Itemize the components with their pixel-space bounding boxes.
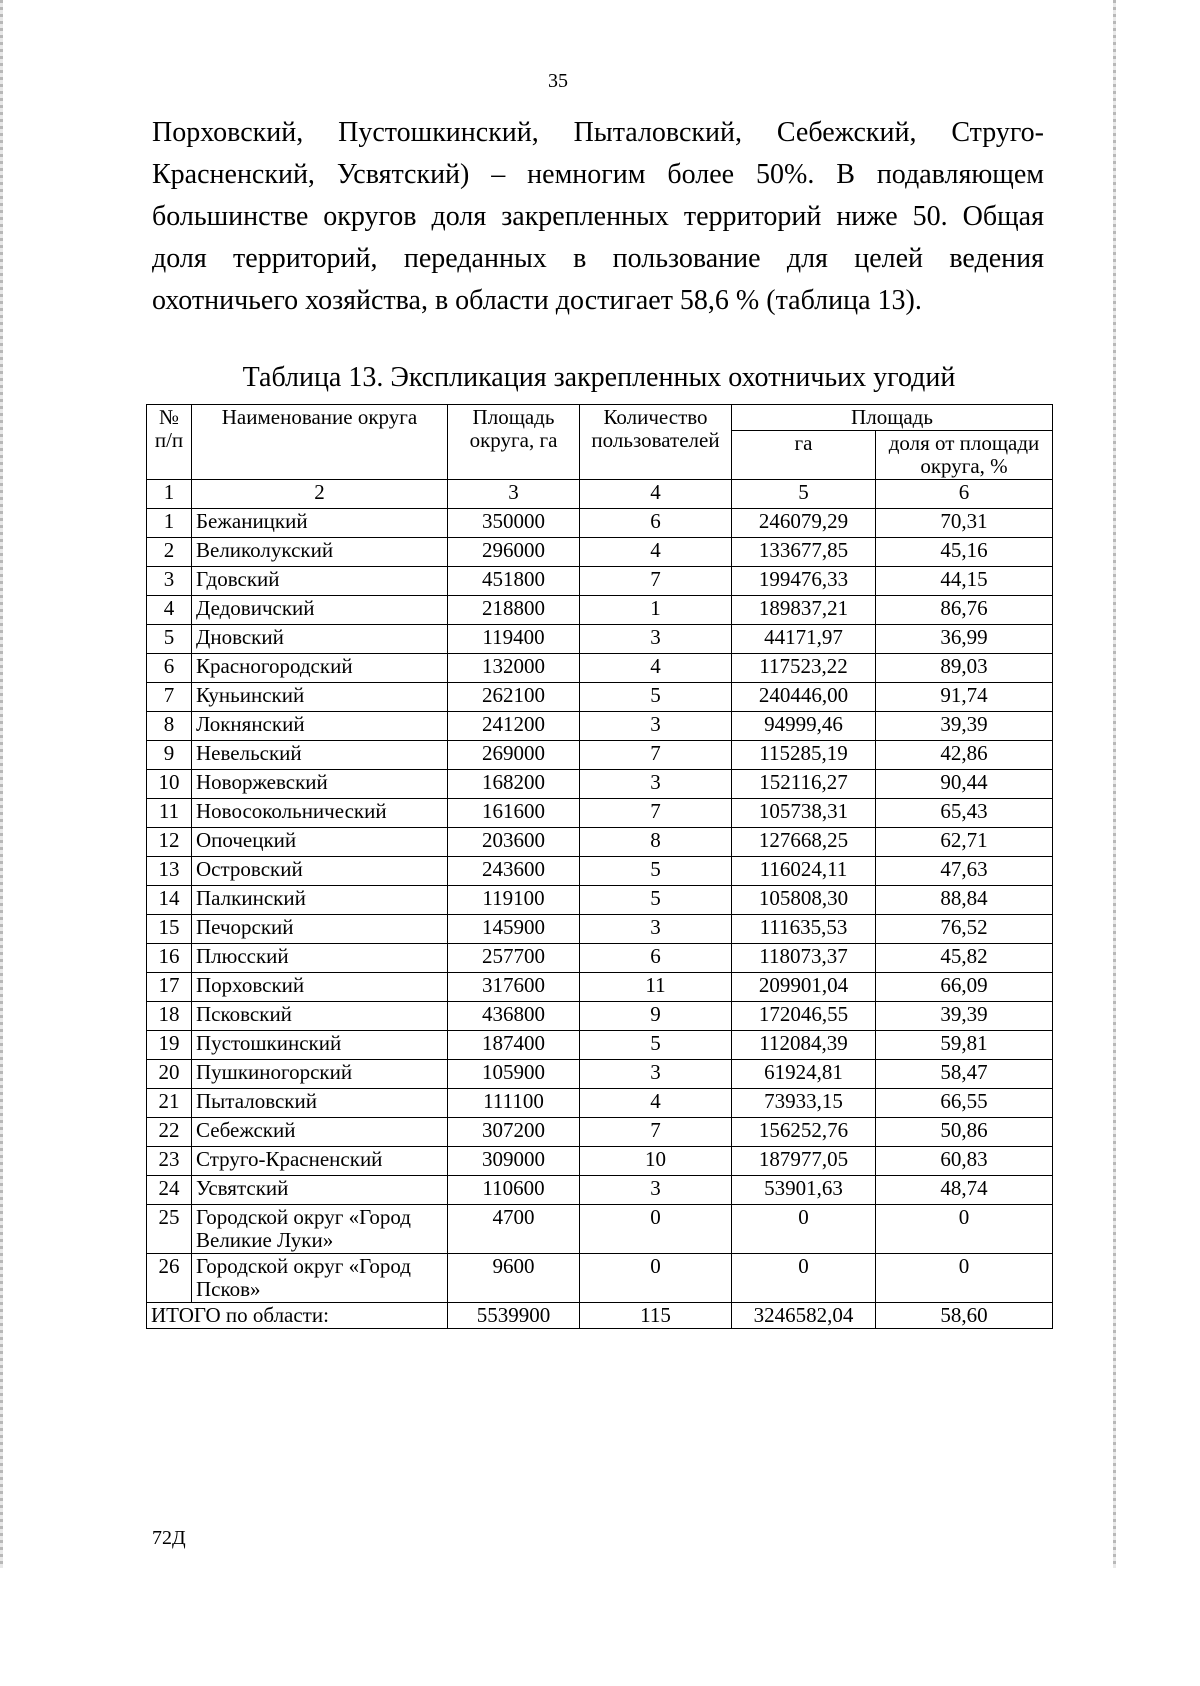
total-share: 58,60 [876, 1303, 1053, 1329]
assigned-hectares: 94999,46 [732, 712, 876, 741]
users-count: 1 [580, 596, 732, 625]
total-row [147, 1303, 1053, 1329]
assigned-hectares: 152116,27 [732, 770, 876, 799]
users-count: 8 [580, 828, 732, 857]
users-count: 11 [580, 973, 732, 1002]
assigned-hectares: 105738,31 [732, 799, 876, 828]
assigned-hectares: 53901,63 [732, 1176, 876, 1205]
district-area: 187400 [448, 1031, 580, 1060]
row-number: 19 [147, 1031, 192, 1060]
district-area: 243600 [448, 857, 580, 886]
row-number: 11 [147, 799, 192, 828]
paragraph-line: доля территорий, переданных в пользование для целей ведения [152, 243, 1044, 274]
share-percent: 0 [876, 1205, 1053, 1254]
district-area: 257700 [448, 944, 580, 973]
table-body [147, 509, 1053, 1303]
table-row [147, 1176, 1053, 1205]
district-name: Пустошкинский [192, 1031, 448, 1060]
header-number: № п/п [147, 405, 192, 480]
assigned-hectares: 0 [732, 1205, 876, 1254]
assigned-hectares: 111635,53 [732, 915, 876, 944]
table-row [147, 944, 1053, 973]
row-number: 18 [147, 1002, 192, 1031]
users-count: 3 [580, 770, 732, 799]
total-area: 5539900 [448, 1303, 580, 1329]
row-number: 8 [147, 712, 192, 741]
users-count: 5 [580, 886, 732, 915]
share-percent: 91,74 [876, 683, 1053, 712]
users-count: 3 [580, 712, 732, 741]
assigned-hectares: 73933,15 [732, 1089, 876, 1118]
row-number: 6 [147, 654, 192, 683]
share-percent: 66,09 [876, 973, 1053, 1002]
assigned-hectares: 115285,19 [732, 741, 876, 770]
row-number: 7 [147, 683, 192, 712]
body-paragraph [152, 112, 1044, 322]
district-name: Куньинский [192, 683, 448, 712]
users-count: 5 [580, 1031, 732, 1060]
assigned-hectares: 61924,81 [732, 1060, 876, 1089]
district-name: Псковский [192, 1002, 448, 1031]
district-name: Новосокольнический [192, 799, 448, 828]
users-count: 5 [580, 683, 732, 712]
column-number: 1 [147, 480, 192, 509]
share-percent: 76,52 [876, 915, 1053, 944]
district-name: Городской округ «Город Псков» [192, 1254, 448, 1303]
assigned-hectares: 44171,97 [732, 625, 876, 654]
assigned-hectares: 189837,21 [732, 596, 876, 625]
users-count: 3 [580, 1176, 732, 1205]
paragraph-line: охотничьего хозяйства, в области достигает 58,6 % (таблица 13). [152, 285, 922, 316]
district-name: Великолукский [192, 538, 448, 567]
users-count: 0 [580, 1254, 732, 1303]
row-number: 15 [147, 915, 192, 944]
share-percent: 45,82 [876, 944, 1053, 973]
assigned-hectares: 127668,25 [732, 828, 876, 857]
district-name: Усвятский [192, 1176, 448, 1205]
column-number: 4 [580, 480, 732, 509]
assigned-hectares: 187977,05 [732, 1147, 876, 1176]
district-area: 203600 [448, 828, 580, 857]
share-percent: 0 [876, 1254, 1053, 1303]
table-row [147, 857, 1053, 886]
share-percent: 58,47 [876, 1060, 1053, 1089]
row-number: 4 [147, 596, 192, 625]
users-count: 4 [580, 654, 732, 683]
page-number: 35 [548, 70, 568, 92]
district-area: 9600 [448, 1254, 580, 1303]
table-row [147, 1089, 1053, 1118]
row-number: 9 [147, 741, 192, 770]
users-count: 6 [580, 944, 732, 973]
district-area: 4700 [448, 1205, 580, 1254]
table-row [147, 683, 1053, 712]
district-name: Дновский [192, 625, 448, 654]
assigned-hectares: 156252,76 [732, 1118, 876, 1147]
district-area: 132000 [448, 654, 580, 683]
district-name: Красногородский [192, 654, 448, 683]
row-number: 10 [147, 770, 192, 799]
header-area-group: Площадь [732, 405, 1053, 431]
row-number: 22 [147, 1118, 192, 1147]
district-area: 436800 [448, 1002, 580, 1031]
users-count: 5 [580, 857, 732, 886]
paragraph-line: большинстве округов доля закрепленных территорий ниже 50. Общая [152, 201, 1044, 232]
column-number: 5 [732, 480, 876, 509]
assigned-hectares: 105808,30 [732, 886, 876, 915]
row-number: 2 [147, 538, 192, 567]
paragraph-line: Красненский, Усвятский) – немногим более 50%. В подавляющем [152, 159, 1044, 190]
scan-edge-left [0, 0, 3, 1568]
district-area: 119400 [448, 625, 580, 654]
header-users-count: Количество пользователей [580, 405, 732, 480]
share-percent: 62,71 [876, 828, 1053, 857]
table-row [147, 538, 1053, 567]
district-area: 119100 [448, 886, 580, 915]
table-row [147, 828, 1053, 857]
scan-edge-right [1113, 0, 1116, 1568]
district-name: Городской округ «Город Великие Луки» [192, 1205, 448, 1254]
district-name: Пыталовский [192, 1089, 448, 1118]
explication-table [146, 404, 1053, 1329]
district-name: Островский [192, 857, 448, 886]
district-name: Невельский [192, 741, 448, 770]
table-row [147, 712, 1053, 741]
district-area: 451800 [448, 567, 580, 596]
district-area: 161600 [448, 799, 580, 828]
district-area: 317600 [448, 973, 580, 1002]
table-row [147, 567, 1053, 596]
assigned-hectares: 116024,11 [732, 857, 876, 886]
users-count: 7 [580, 799, 732, 828]
table-row [147, 1205, 1053, 1254]
assigned-hectares: 246079,29 [732, 509, 876, 538]
district-name: Пушкиногорский [192, 1060, 448, 1089]
total-users: 115 [580, 1303, 732, 1329]
table-row [147, 799, 1053, 828]
district-area: 296000 [448, 538, 580, 567]
share-percent: 86,76 [876, 596, 1053, 625]
row-number: 16 [147, 944, 192, 973]
row-number: 24 [147, 1176, 192, 1205]
table-row [147, 770, 1053, 799]
district-name: Гдовский [192, 567, 448, 596]
share-percent: 47,63 [876, 857, 1053, 886]
total-label: ИТОГО по области: [147, 1303, 448, 1329]
district-name: Новоржевский [192, 770, 448, 799]
table-row [147, 1254, 1053, 1303]
paragraph-line: Порховский, Пустошкинский, Пыталовский, Себежский, Струго- [152, 117, 1044, 148]
share-percent: 60,83 [876, 1147, 1053, 1176]
users-count: 7 [580, 741, 732, 770]
users-count: 9 [580, 1002, 732, 1031]
table-row [147, 596, 1053, 625]
district-area: 105900 [448, 1060, 580, 1089]
row-number: 12 [147, 828, 192, 857]
district-name: Печорский [192, 915, 448, 944]
district-name: Порховский [192, 973, 448, 1002]
column-number: 3 [448, 480, 580, 509]
table-row [147, 1031, 1053, 1060]
users-count: 7 [580, 567, 732, 596]
table-caption: Таблица 13. Экспликация закрепленных охотничьих угодий [242, 362, 956, 393]
row-number: 26 [147, 1254, 192, 1303]
district-area: 269000 [448, 741, 580, 770]
district-area: 111100 [448, 1089, 580, 1118]
assigned-hectares: 117523,22 [732, 654, 876, 683]
district-area: 241200 [448, 712, 580, 741]
district-name: Себежский [192, 1118, 448, 1147]
share-percent: 90,44 [876, 770, 1053, 799]
share-percent: 66,55 [876, 1089, 1053, 1118]
users-count: 10 [580, 1147, 732, 1176]
table-row [147, 973, 1053, 1002]
share-percent: 88,84 [876, 886, 1053, 915]
total-hectares: 3246582,04 [732, 1303, 876, 1329]
table-row [147, 625, 1053, 654]
row-number: 14 [147, 886, 192, 915]
assigned-hectares: 240446,00 [732, 683, 876, 712]
district-area: 145900 [448, 915, 580, 944]
district-area: 307200 [448, 1118, 580, 1147]
district-name: Дедовичский [192, 596, 448, 625]
row-number: 17 [147, 973, 192, 1002]
share-percent: 50,86 [876, 1118, 1053, 1147]
district-name: Палкинский [192, 886, 448, 915]
share-percent: 42,86 [876, 741, 1053, 770]
share-percent: 59,81 [876, 1031, 1053, 1060]
users-count: 4 [580, 538, 732, 567]
district-name: Струго-Красненский [192, 1147, 448, 1176]
assigned-hectares: 133677,85 [732, 538, 876, 567]
share-percent: 39,39 [876, 1002, 1053, 1031]
header-hectares: га [732, 431, 876, 480]
district-name: Плюсский [192, 944, 448, 973]
share-percent: 70,31 [876, 509, 1053, 538]
district-area: 110600 [448, 1176, 580, 1205]
share-percent: 65,43 [876, 799, 1053, 828]
share-percent: 44,15 [876, 567, 1053, 596]
users-count: 4 [580, 1089, 732, 1118]
share-percent: 89,03 [876, 654, 1053, 683]
district-name: Локнянский [192, 712, 448, 741]
district-area: 309000 [448, 1147, 580, 1176]
table-row [147, 915, 1053, 944]
row-number: 23 [147, 1147, 192, 1176]
row-number: 3 [147, 567, 192, 596]
table-row [147, 1118, 1053, 1147]
header-district-name: Наименование округа [192, 405, 448, 480]
row-number: 20 [147, 1060, 192, 1089]
table-row [147, 886, 1053, 915]
table-row [147, 654, 1053, 683]
row-number: 25 [147, 1205, 192, 1254]
district-area: 168200 [448, 770, 580, 799]
row-number: 5 [147, 625, 192, 654]
users-count: 3 [580, 1060, 732, 1089]
table-row [147, 1147, 1053, 1176]
users-count: 3 [580, 915, 732, 944]
assigned-hectares: 112084,39 [732, 1031, 876, 1060]
district-area: 262100 [448, 683, 580, 712]
header-share-percent: доля от площади округа, % [876, 431, 1053, 480]
share-percent: 36,99 [876, 625, 1053, 654]
users-count: 0 [580, 1205, 732, 1254]
header-district-area: Площадь округа, га [448, 405, 580, 480]
share-percent: 39,39 [876, 712, 1053, 741]
share-percent: 45,16 [876, 538, 1053, 567]
users-count: 7 [580, 1118, 732, 1147]
table-row [147, 1002, 1053, 1031]
users-count: 6 [580, 509, 732, 538]
assigned-hectares: 172046,55 [732, 1002, 876, 1031]
assigned-hectares: 209901,04 [732, 973, 876, 1002]
assigned-hectares: 0 [732, 1254, 876, 1303]
row-number: 21 [147, 1089, 192, 1118]
share-percent: 48,74 [876, 1176, 1053, 1205]
assigned-hectares: 199476,33 [732, 567, 876, 596]
column-number: 2 [192, 480, 448, 509]
assigned-hectares: 118073,37 [732, 944, 876, 973]
row-number: 1 [147, 509, 192, 538]
district-area: 218800 [448, 596, 580, 625]
district-name: Опочецкий [192, 828, 448, 857]
users-count: 3 [580, 625, 732, 654]
table-row [147, 509, 1053, 538]
district-area: 350000 [448, 509, 580, 538]
column-number: 6 [876, 480, 1053, 509]
table-row [147, 741, 1053, 770]
footer-code: 72Д [152, 1527, 186, 1549]
table-row [147, 1060, 1053, 1089]
row-number: 13 [147, 857, 192, 886]
district-name: Бежаницкий [192, 509, 448, 538]
